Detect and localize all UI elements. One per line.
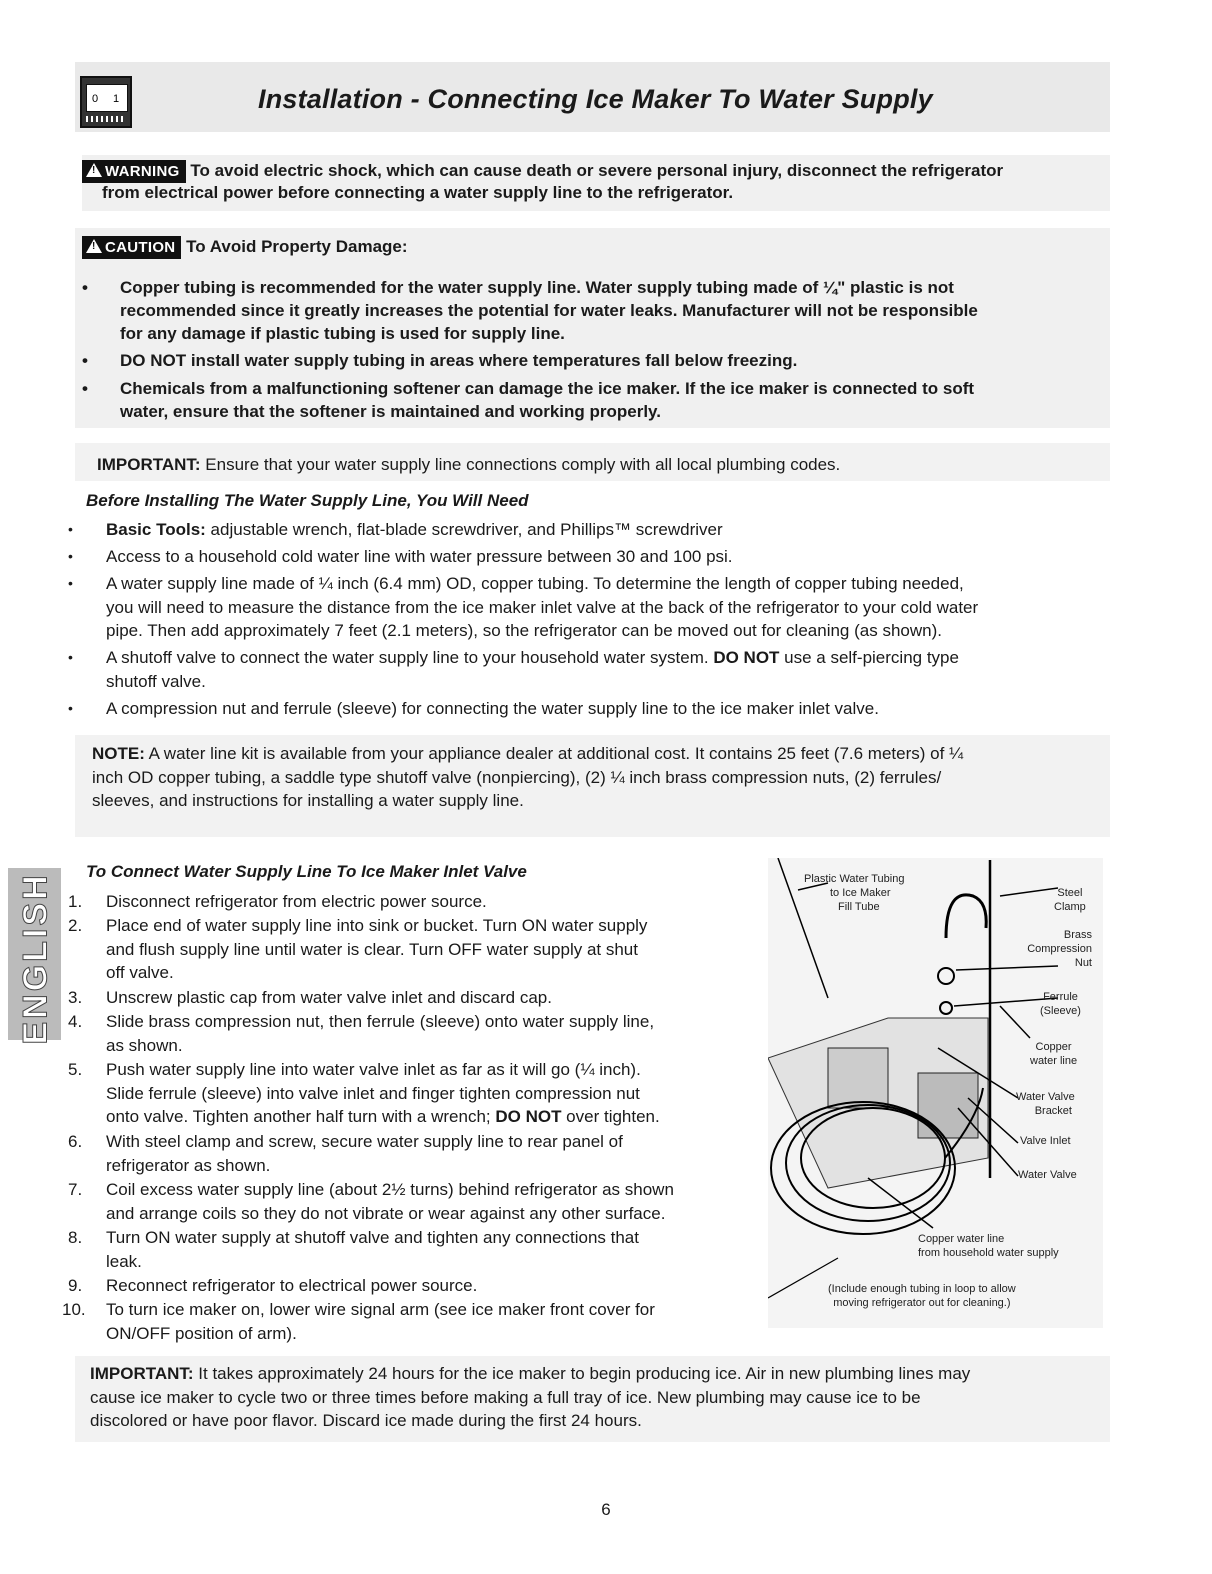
label-brass-nut: Brass Compression Nut — [1027, 929, 1092, 969]
page-title: Installation - Connecting Ice Maker To Water Supply — [258, 84, 933, 114]
important-note-1: IMPORTANT: Ensure that your water supply line connections comply with all local plumbing codes. — [97, 455, 841, 474]
label-ferrule: Ferrule (Sleeve) — [1040, 991, 1081, 1017]
icon-digit-0: 0 — [92, 93, 99, 105]
caution-heading: !CAUTION To Avoid Property Damage: — [82, 236, 408, 259]
label-copper-from: Copper water line from household water supply — [918, 1233, 1059, 1259]
label-valve-bracket: Water Valve Bracket — [1016, 1091, 1075, 1117]
page-number: 6 — [601, 1500, 611, 1519]
connect-heading: To Connect Water Supply Line To Ice Maker Inlet Valve — [86, 862, 527, 881]
caution-triangle-icon — [86, 239, 102, 253]
warning-badge: !WARNING — [82, 160, 186, 183]
water-line-diagram — [768, 858, 1103, 1328]
caution-badge: !CAUTION — [82, 236, 181, 259]
important-note-2: IMPORTANT: It takes approximately 24 hours for the ice maker to begin producing ice. Air in new plumbing lines may cause ice maker to cycle two or three times before making a full tray of ice. New plumbing may cause ice to be discolored or have poor flavor. Discard ice made during the first 24 hours. — [90, 1364, 971, 1430]
timer-icon — [80, 76, 132, 128]
label-copper-line: Copper water line — [1030, 1041, 1078, 1067]
connect-steps: 1. Disconnect refrigerator from electric power source. 2. Place end of water supply line into sink or bucket. Turn ON water supply and flush supply line until water is clear. Turn OFF water supply at shut off valve. 3. Unscrew plastic cap from water valve inlet and discard cap. 4. Slide brass compression nut, then ferrule (sleeve) onto water supply line, as shown. 5. Push water supply line into water valve inlet as far as it will go (¼ inch). Slide ferrule (sleeve) into valve inlet and finger tighten compression nut onto valve. Tighten another half turn with a wrench; DO NOT over tighten. 6. With steel clamp and screw, secure water supply line to rear panel of refrigerator as shown. 7. Coil excess water supply line (about 2½ turns) behind refrigerator as shown and arrange coils so they do not vibrate or wear against any other surface. 8. Turn ON water supply at shutoff valve and tighten any connections that leak. 9. Reconnect refrigerator to electrical power source. 10. To turn ice maker on, lower wire signal arm (see ice maker front cover for ON/OFF position of arm). — [62, 892, 674, 1343]
label-steel-clamp: Steel Clamp — [1054, 887, 1086, 913]
warning-line-2: from electrical power before connecting a water supply line to the refrigerator. — [102, 183, 734, 202]
warning-line-1: !WARNING To avoid electric shock, which can cause death or severe personal injury, disconnect the refrigerator — [82, 160, 1003, 183]
icon-digit-1: 1 — [113, 93, 120, 105]
label-valve-inlet: Valve Inlet — [1020, 1135, 1071, 1147]
label-include-tubing: (Include enough tubing in loop to allow moving refrigerator out for cleaning.) — [828, 1283, 1016, 1309]
warning-triangle-icon — [86, 163, 102, 177]
note-text: NOTE: A water line kit is available from your appliance dealer at additional cost. It contains 25 feet (7.6 meters) of ¼ inch OD copper tubing, a saddle type shutoff valve (nonpiercing), (2) ¼ inch brass compression nuts, (2) ferrules/ sleeves, and instructions for installing a water supply line. — [92, 744, 964, 810]
language-tab: ENGLISH — [8, 868, 61, 1040]
label-water-valve: Water Valve — [1018, 1169, 1077, 1181]
label-plastic-tubing: Plastic Water Tubing to Ice Maker Fill Tube — [804, 873, 905, 913]
before-heading: Before Installing The Water Supply Line, You Will Need — [86, 491, 529, 510]
